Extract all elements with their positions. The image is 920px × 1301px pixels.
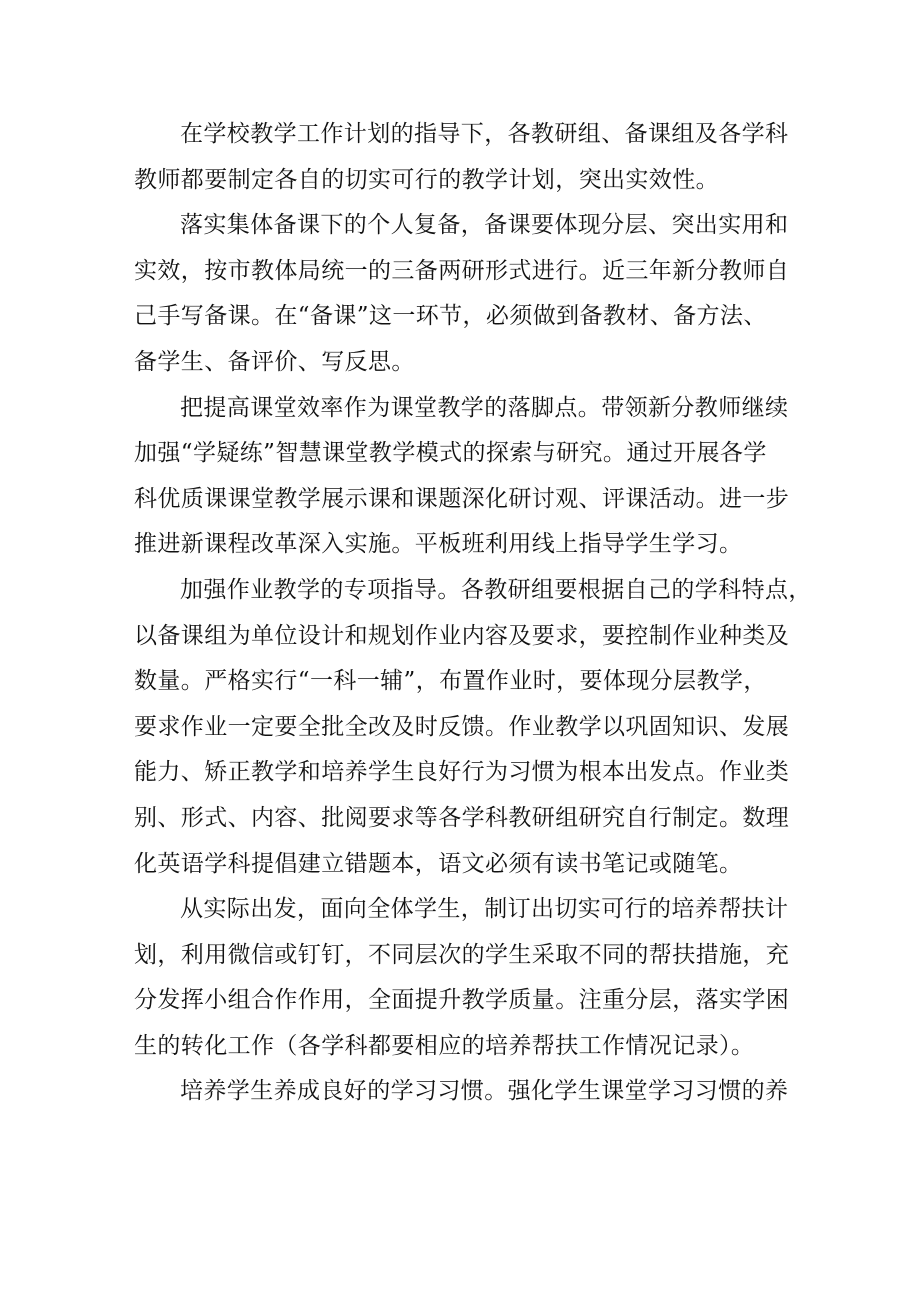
text-line: 己手写备课。在“备课”这一环节，必须做到备教材、备方法、 <box>134 303 767 330</box>
text-line: 加强作业教学的专项指导。各教研组要根据自己的学科特点， <box>180 576 812 603</box>
text-line: 在学校教学工作计划的指导下，各教研组、备课组及各学科 <box>180 121 789 147</box>
text-line: 从实际出发，面向全体学生，制订出切实可行的培养帮扶计 <box>180 896 789 923</box>
paragraph-teaching-plan <box>134 112 794 203</box>
paragraph-homework-guidance <box>134 568 812 887</box>
text-line: 能力、矫正教学和培养学生良好行为习惯为根本出发点。作业类 <box>134 759 790 786</box>
text-line: 生的转化工作（各学科都要相应的培养帮扶工作情况记录）。 <box>134 1032 755 1059</box>
text-line: 教师都要制定各自的切实可行的教学计划，突出实效性。 <box>134 166 719 193</box>
text-line: 划，利用微信或钉钉，不同层次的学生采取不同的帮扶措施，充 <box>134 941 790 968</box>
text-line: 分发挥小组合作作用，全面提升教学质量。注重分层，落实学困 <box>134 987 790 1014</box>
paragraph-student-support <box>134 887 794 1069</box>
text-line: 别、形式、内容、批阅要求等各学科教研组研究自行制定。数理 <box>134 804 790 831</box>
text-line: 数量。严格实行“一科一辅”，布置作业时，要体现分层教学， <box>134 668 767 695</box>
text-line: 化英语学科提倡建立错题本，语文必须有读书笔记或随笔。 <box>134 850 743 877</box>
document-body <box>134 112 812 1115</box>
paragraph-classroom-efficiency <box>134 386 794 568</box>
text-line: 加强“学疑练”智慧课堂教学模式的探索与研究。通过开展各学 <box>134 440 767 467</box>
text-line: 落实集体备课下的个人复备，备课要体现分层、突出实用和 <box>180 212 789 239</box>
text-line: 备学生、备评价、写反思。 <box>134 348 415 375</box>
text-line: 把提高课堂效率作为课堂教学的落脚点。带领新分教师继续 <box>180 394 789 421</box>
text-line: 实效，按市教体局统一的三备两研形式进行。近三年新分教师自 <box>134 257 790 284</box>
text-line: 要求作业一定要全批全改及时反馈。作业教学以巩固知识、发展 <box>134 713 790 740</box>
text-line: 以备课组为单位设计和规划作业内容及要求，要控制作业种类及 <box>134 622 790 649</box>
text-line: 培养学生养成良好的学习习惯。强化学生课堂学习习惯的养 <box>180 1078 789 1105</box>
text-line: 推进新课程改革深入实施。平板班利用线上指导学生学习。 <box>134 531 743 558</box>
text-line: 科优质课课堂教学展示课和课题深化研讨观、评课活动。进一步 <box>134 485 790 512</box>
paragraph-study-habits <box>134 1069 794 1115</box>
paragraph-lesson-prep <box>134 203 794 385</box>
